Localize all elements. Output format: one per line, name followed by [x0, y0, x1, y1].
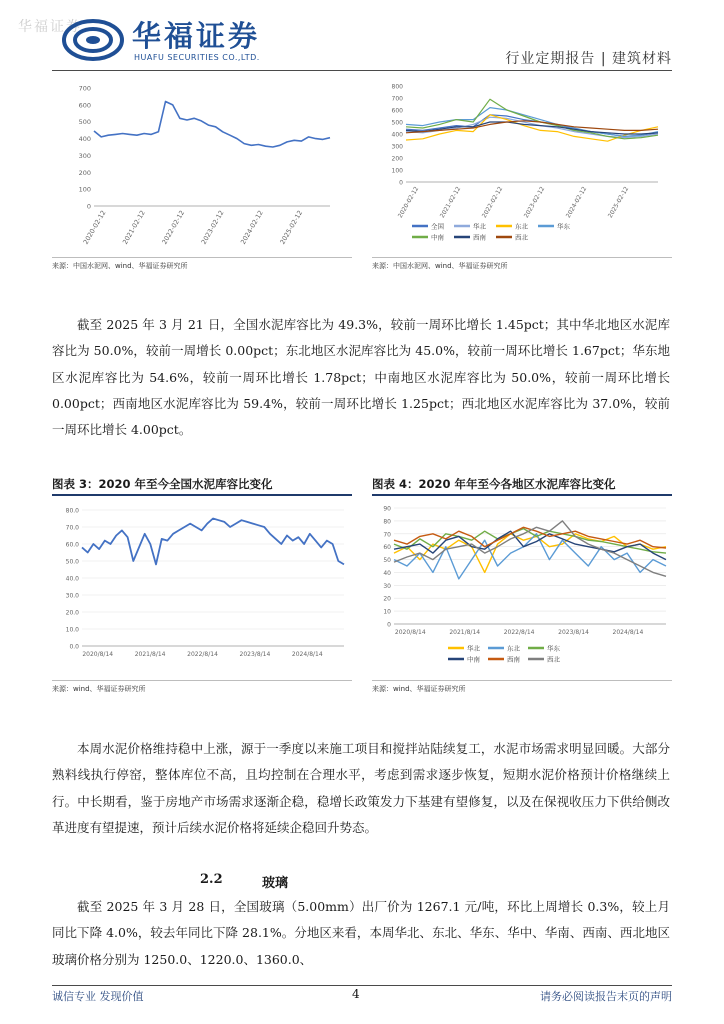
x-tick-label: 2020/8/14	[394, 629, 426, 636]
regional-inventory-ratio-chart	[372, 500, 672, 676]
series-line-0	[94, 102, 330, 148]
y-tick-label: 40.0	[65, 575, 79, 583]
figure4-title-bar	[372, 494, 672, 496]
page-number: 4	[352, 987, 360, 1001]
y-tick-label: 500	[391, 119, 403, 127]
y-tick-label: 80	[383, 518, 391, 526]
y-tick-label: 10	[383, 608, 391, 616]
national-inventory-ratio-chart	[52, 500, 352, 676]
x-tick-label: 2024-02-12	[239, 209, 265, 246]
y-tick-label: 300	[78, 151, 91, 160]
series-line-东北	[394, 534, 666, 579]
regional-cement-price-chart	[380, 78, 670, 256]
figure3-source: 来源：wind、华福证券研究所	[52, 685, 146, 693]
x-tick-label: 2025-02-12	[606, 185, 631, 220]
footer-slogan: 诚信专业 发现价值	[52, 990, 144, 1003]
source-divider	[52, 680, 352, 681]
y-tick-label: 50.0	[65, 558, 79, 566]
legend-label: 西北	[515, 233, 528, 242]
legend-label: 西南	[473, 233, 486, 242]
x-tick-label: 2024/8/14	[291, 651, 323, 658]
figure4-title: 图表 4：2020 年年至今各地区水泥库容比变化	[372, 477, 616, 491]
y-tick-label: 800	[391, 83, 403, 91]
chart-source-right: 来源：中国水泥网、wind、华福证券研究所	[372, 262, 508, 270]
y-tick-label: 70	[383, 531, 391, 539]
y-tick-label: 0.0	[69, 643, 79, 651]
figure3-title-bar	[52, 494, 352, 496]
x-tick-label: 2022/8/14	[187, 651, 218, 658]
x-tick-label: 2022-02-12	[480, 185, 505, 220]
legend-label: 中南	[431, 233, 444, 242]
x-tick-label: 2023-02-12	[522, 185, 547, 220]
x-tick-label: 2022-02-12	[160, 209, 187, 246]
cement-price-chart	[60, 78, 340, 256]
y-tick-label: 600	[78, 101, 91, 110]
watermark: 华福证券	[18, 19, 82, 35]
legend-label: 西南	[507, 655, 520, 664]
x-tick-label: 2020-02-12	[81, 209, 108, 246]
source-divider	[52, 257, 352, 258]
y-tick-label: 30.0	[65, 592, 79, 600]
y-tick-label: 700	[391, 95, 403, 103]
x-tick-label: 2023/8/14	[558, 629, 589, 636]
x-tick-label: 2023/8/14	[239, 651, 271, 658]
series-line-0	[82, 519, 344, 565]
y-tick-label: 90	[383, 505, 391, 513]
price-outlook-paragraph: 本周水泥价格维持稳中上涨，源于一季度以来施工项目和搅拌站陆续复工，水泥市场需求明显回暖。大部分熟料线执行停窑，整体库位不高，且均控制在合理水平，考虑到需求逐步恢复，短期水泥价格预计价格继续上行。中长期看，鉴于房地产市场需求逐渐企稳，稳增长政策发力下基建有望修复，以及在保视收压力下供给侧改革进度有望提速，预计后续水泥价格将延续企稳回升势态。	[52, 741, 670, 835]
y-tick-label: 20	[383, 595, 391, 603]
y-tick-label: 600	[391, 107, 403, 115]
x-tick-label: 2024-02-12	[564, 185, 589, 220]
x-tick-label: 2021/8/14	[449, 629, 481, 636]
x-tick-label: 2020-02-12	[396, 185, 421, 220]
y-tick-label: 50	[383, 557, 391, 565]
x-tick-label: 2021/8/14	[134, 651, 166, 658]
y-tick-label: 10.0	[65, 626, 79, 634]
y-tick-label: 70.0	[65, 524, 79, 532]
y-tick-label: 400	[78, 135, 91, 144]
brand-name-cn: 华福证券	[132, 19, 261, 53]
legend-label: 东北	[507, 644, 520, 653]
legend-label: 中南	[467, 655, 480, 664]
legend-label: 华东	[547, 644, 560, 653]
x-tick-label: 2023-02-12	[199, 209, 226, 246]
y-tick-label: 200	[78, 168, 91, 177]
y-tick-label: 0	[86, 202, 91, 211]
y-tick-label: 0	[387, 621, 391, 629]
y-tick-label: 30	[383, 582, 391, 590]
footer-disclaimer: 请务必阅读报告末页的声明	[540, 990, 672, 1003]
legend-label: 全国	[431, 222, 444, 231]
y-tick-label: 60	[383, 544, 391, 552]
figure3-title: 图表 3：2020 年至今全国水泥库容比变化	[52, 477, 273, 491]
section-title: 玻璃	[262, 876, 289, 891]
legend-label: 华北	[473, 222, 486, 231]
y-tick-label: 400	[391, 131, 403, 139]
legend-label: 华北	[467, 644, 480, 653]
x-tick-label: 2020/8/14	[82, 651, 114, 658]
legend-label: 华东	[557, 222, 570, 231]
y-tick-label: 700	[78, 84, 91, 93]
inventory-paragraph: 截至 2025 年 3 月 21 日，全国水泥库容比为 49.3%，较前一周环比增长 1.45pct；其中华北地区水泥库容比为 50.0%，较前一周增长 0.00pct；东北地区水泥库容比为 45.0%，较前一周环比增长 1.67pct；华东地区水泥库容比为 54.6%，较前一周环比增长 1.78pct；中南地区水泥库容比为 50.0%，较前一周环比增长 0.00pct；西南地区水泥库容比为 59.4%，较前一周环比增长 1.25pct；西北地区水泥库容比为 37.0%，较前一周环比增长 4.00pct。	[52, 317, 670, 438]
x-tick-label: 2024/8/14	[612, 629, 644, 636]
y-tick-label: 300	[391, 143, 403, 151]
footer-divider	[52, 985, 672, 986]
report-type: 行业定期报告 | 建筑材料	[505, 51, 672, 67]
header-divider	[52, 70, 672, 71]
source-divider	[372, 257, 672, 258]
y-tick-label: 100	[78, 185, 91, 194]
x-tick-label: 2021-02-12	[121, 209, 147, 246]
brand-name-en: HUAFU SECURITIES CO.,LTD.	[134, 53, 260, 62]
source-divider	[372, 680, 672, 681]
y-tick-label: 80.0	[65, 507, 79, 515]
figure4-source: 来源：wind、华福证券研究所	[372, 685, 466, 693]
y-tick-label: 200	[391, 155, 403, 163]
y-tick-label: 20.0	[65, 609, 79, 617]
y-tick-label: 100	[391, 167, 403, 175]
glass-price-paragraph: 截至 2025 年 3 月 28 日，全国玻璃（5.00mm）出厂价为 1267.1 元/吨，环比上周增长 0.3%，较上月同比下降 4.0%，较去年同比下降 28.1%。分地区来看，本周华北、东北、华东、华中、华南、西南、西北地区玻璃价格分别为 1250.0、1220.0、1360.0、	[52, 899, 670, 967]
section-number: 2.2	[200, 872, 223, 887]
x-tick-label: 2021-02-12	[438, 185, 463, 220]
x-tick-label: 2022/8/14	[503, 629, 535, 636]
legend-label: 西北	[547, 655, 560, 664]
y-tick-label: 40	[383, 569, 391, 577]
legend-label: 东北	[515, 222, 528, 231]
y-tick-label: 0	[399, 179, 403, 187]
chart-source-left: 来源：中国水泥网、wind、华福证券研究所	[52, 262, 188, 270]
y-tick-label: 60.0	[65, 541, 79, 549]
huafu-logo-icon	[62, 18, 124, 62]
y-tick-label: 500	[78, 118, 91, 127]
x-tick-label: 2025-02-12	[278, 209, 305, 246]
